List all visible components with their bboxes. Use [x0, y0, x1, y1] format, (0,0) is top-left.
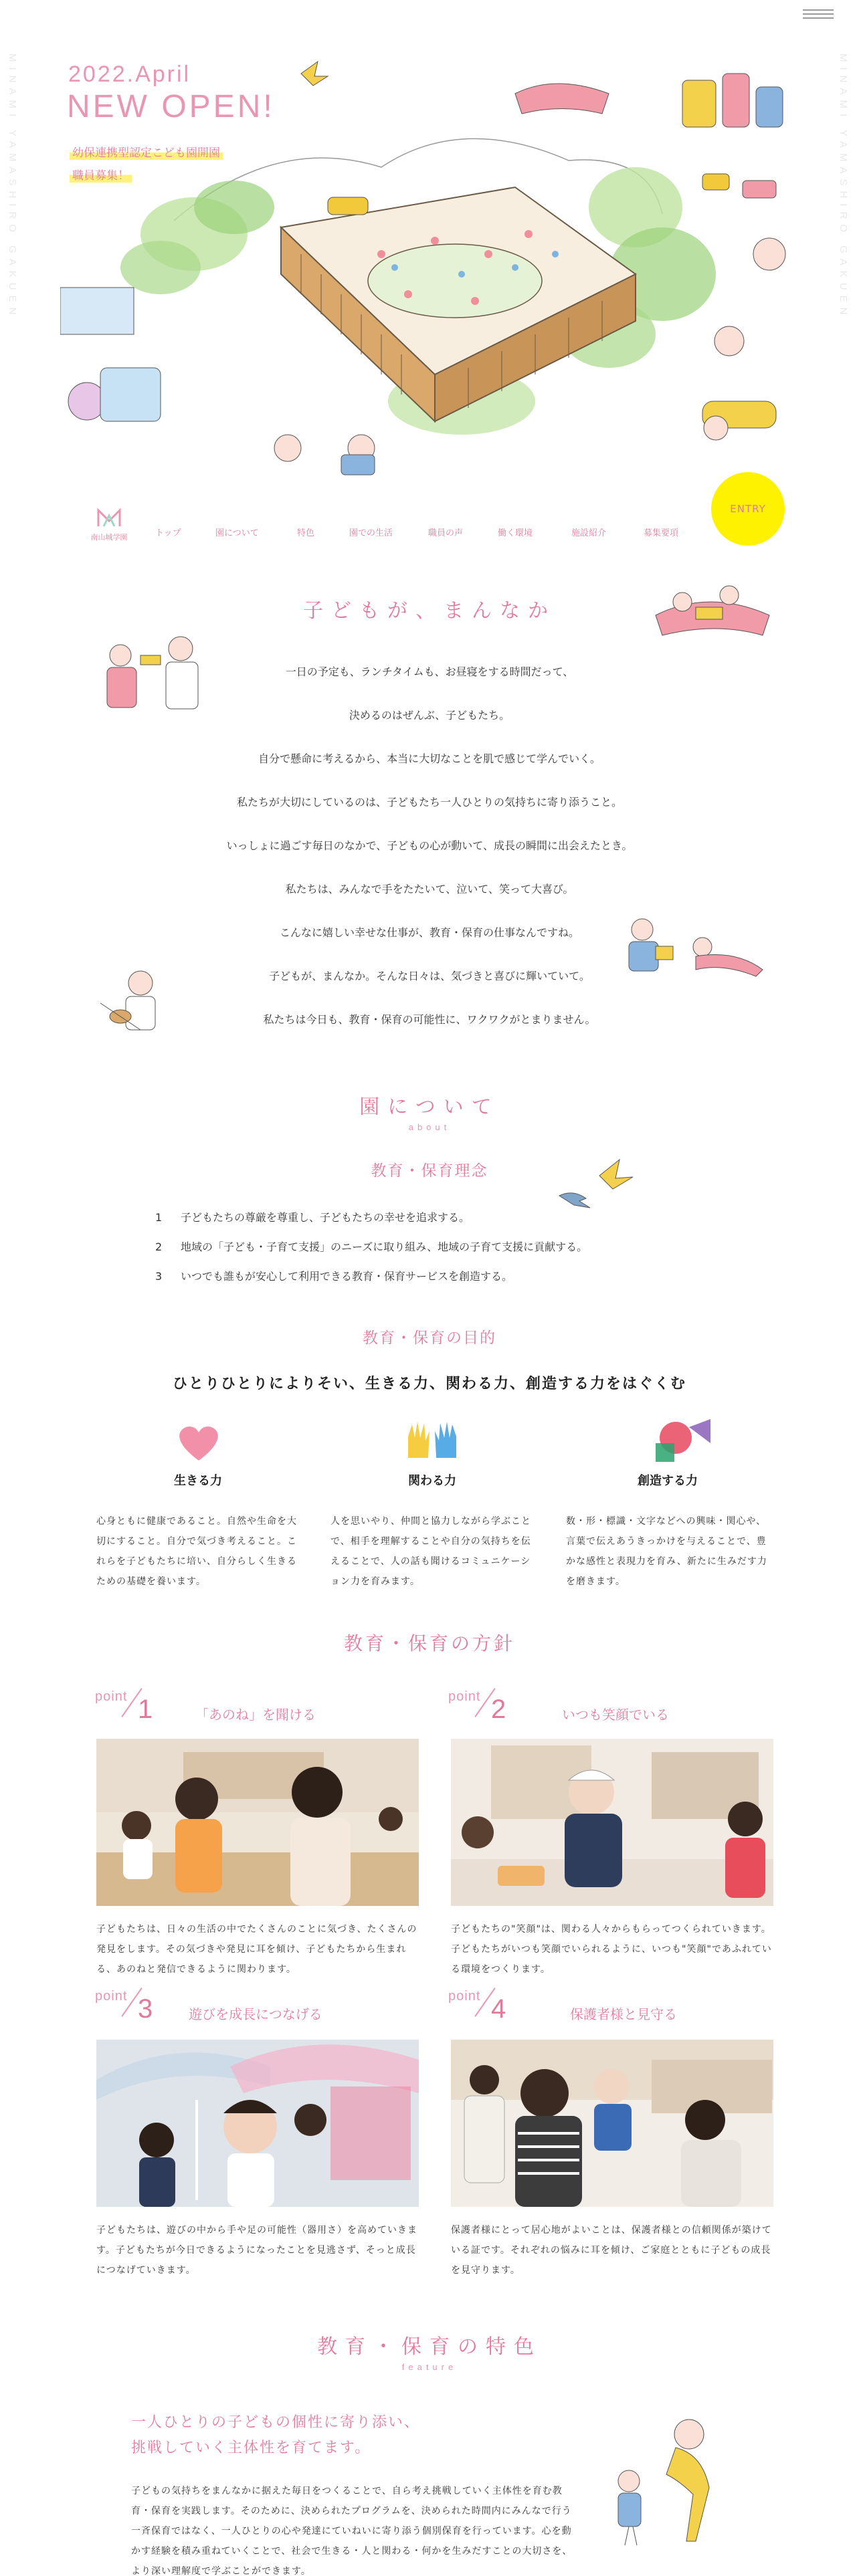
hero-title: NEW OPEN! [67, 89, 275, 124]
philosophy-text: いつでも誰もが安心して利用できる教育・保育サービスを創造する。 [181, 1270, 513, 1283]
point-number: 1 [138, 1695, 153, 1724]
nav-top[interactable]: トップ [155, 528, 181, 538]
purpose-col-title: 関わる力 [408, 1474, 456, 1488]
entry-button[interactable]: ENTRY [711, 472, 785, 546]
point-photo [451, 2040, 773, 2207]
about-heading-en: about [408, 1122, 451, 1132]
about-heading: 園について [359, 1095, 500, 1119]
birds-illustration [553, 1156, 640, 1216]
purpose-col-text: 数・形・標識・文字などへの興味・関心や、言葉で伝えあうきっかけを与えることで、豊かな感性と表現力を育み、新たに生みだす力を磨きます。 [566, 1516, 767, 1587]
menu-bar [803, 17, 834, 19]
philosophy-item [155, 1268, 512, 1283]
point-label: point [448, 1989, 481, 2004]
philosophy-text: 子どもたちの尊厳を尊重し、子どもたちの幸せを追求する。 [181, 1211, 470, 1224]
point-text: 子どもたちの"笑顔"は、関わる人々からもらってつくられていきます。子どもたちがいつも笑顔でいられるように、いつも"笑顔"であふれている環境をつくります。 [451, 1924, 772, 1975]
side-text-right: MINAMI YAMASHIRO GAKUEN [838, 53, 849, 320]
purpose-title: 教育・保育の目的 [363, 1329, 496, 1347]
nav-voice[interactable]: 職員の声 [428, 528, 464, 538]
point-label: point [448, 1689, 481, 1704]
hero-date: 2022.April [68, 62, 191, 87]
purpose-lead: ひとりひとりによりそい、生きる力、関わる力、創造する力をはぐくむ [172, 1376, 686, 1392]
feature-heading: 教育・保育の特色 [317, 2335, 542, 2359]
point-label: point [95, 1989, 128, 2004]
intro-line: 自分で懸命に考えるから、本当に大切なことを肌で感じて学んでいく。 [258, 752, 601, 765]
intro-line: いっしょに過ごす毎日のなかで、子どもの心が動いて、成長の瞬間に出会えたとき。 [226, 839, 633, 852]
nav-life[interactable]: 園での生活 [349, 528, 393, 538]
point-title: 遊びを成長につなげる [189, 2006, 322, 2022]
logo-mark-icon [96, 506, 122, 529]
purpose-col-title: 生きる力 [174, 1474, 222, 1488]
feature-lead: 挑戦していく主体性を育てます。 [131, 2440, 371, 2456]
hands-icon [404, 1418, 460, 1462]
intro-line: 私たちが大切にしているのは、子どもたち一人ひとりの気持ちに寄り添うこと。 [236, 796, 622, 809]
philosophy-number: 3 [155, 1270, 163, 1283]
hero-subtitle: 幼保連携型認定こども園開園 [70, 143, 223, 160]
purpose-col-title: 創造する力 [638, 1474, 698, 1488]
kid-violin-illustration [94, 963, 181, 1043]
intro-line: 子どもが、まんなか。そんな日々は、気づきと喜びに輝いていて。 [269, 970, 590, 982]
point-number: 3 [138, 1994, 153, 2024]
philosophy-item [155, 1239, 587, 1254]
point-text: 保護者様にとって居心地がよいことは、保護者様との信頼関係が築けている証です。それぞれの悩みに耳を傾け、ご家庭とともに子どもの成長を見守ります。 [451, 2225, 772, 2276]
philosophy-item [155, 1209, 470, 1224]
philosophy-number: 2 [155, 1241, 163, 1253]
point-photo [451, 1739, 773, 1906]
heart-icon [175, 1423, 222, 1463]
point-photo [96, 2040, 419, 2207]
point-title: 保護者様と見守る [570, 2006, 677, 2022]
menu-button[interactable] [803, 9, 834, 24]
philosophy-title: 教育・保育理念 [371, 1162, 488, 1180]
point-title: 「あのね」を聞ける [195, 1707, 316, 1723]
menu-bar [803, 9, 834, 11]
philosophy-text: 地域の「子ども・子育て支援」のニーズに取り組み、地域の子育て支援に貢献する。 [181, 1241, 588, 1253]
teacher-child-illustration [602, 2414, 729, 2548]
intro-line: 私たちは、みんなで手をたたいて、泣いて、笑って大喜び。 [285, 883, 574, 895]
side-text-left: MINAMI YAMASHIRO GAKUEN [7, 53, 18, 320]
point-text: 子どもたちは、遊びの中から手や足の可能性（器用さ）を高めていきます。子どもたちが今日できるようになったことを見逃さず、そっと成長につなげていきます。 [96, 2225, 417, 2276]
site-logo[interactable] [86, 506, 132, 542]
point-title: いつも笑顔でいる [562, 1707, 669, 1723]
nav-facility[interactable]: 施設紹介 [571, 528, 607, 538]
point-number: 2 [491, 1695, 506, 1724]
hero-illustration [60, 53, 816, 481]
logo-text: 南山城学園 [90, 533, 128, 542]
shapes-icon [649, 1418, 713, 1465]
point-photo [96, 1739, 419, 1906]
kids-sofa-illustration [642, 575, 776, 642]
intro-heading: 子どもが、まんなか [303, 599, 556, 623]
nav-feature[interactable]: 特色 [297, 528, 315, 538]
hero-recruit: 職員募集！ [70, 166, 132, 183]
philosophy-number: 1 [155, 1211, 163, 1224]
purpose-col-text: 心身ともに健康であること。自然や生命を大切にすること。自分で気づき考えること。これらを子どもたちに培い、自分らしく生きるための基礎を養います。 [96, 1516, 297, 1587]
intro-line: 決めるのはぜんぶ、子どもたち。 [349, 709, 510, 722]
feature-lead: 一人ひとりの子どもの個性に寄り添い、 [131, 2414, 421, 2431]
purpose-col-text: 人を思いやり、仲間と協力しながら学ぶことで、相手を理解することや自分の気持ちを伝えることで、人の話も聞けるコミュニケーション力を育みます。 [330, 1516, 531, 1587]
menu-bar [803, 13, 834, 15]
nav-environment[interactable]: 働く環境 [498, 528, 533, 538]
intro-line: こんなに嬉しい幸せな仕事が、教育・保育の仕事なんですね。 [279, 926, 579, 939]
policy-heading: 教育・保育の方針 [343, 1632, 515, 1654]
point-number: 4 [491, 1994, 506, 2024]
intro-line: 私たちは今日も、教育・保育の可能性に、ワクワクがとまりません。 [263, 1013, 596, 1026]
kids-reading-illustration [615, 909, 776, 983]
point-text: 子どもたちは、日々の生活の中でたくさんのことに気づき、たくさんの発見をします。その気づきや発見に耳を傾け、子どもたちから生まれる、あのねと発信できるように関わります。 [96, 1924, 417, 1975]
intro-line: 一日の予定も、ランチタイムも、お昼寝をする時間だって、 [285, 665, 574, 678]
kids-play-illustration [94, 629, 214, 722]
nav-recruit[interactable]: 募集要項 [644, 528, 679, 538]
feature-text: 子どもの気持ちをまんなかに据えた毎日をつくることで、自ら考え挑戦していく主体性を育む教育・保育を実践します。そのために、決められたプログラムを、決められた時間内にみんなで行う一斉保育ではなく、一人ひとりの心や発達にていねいに寄り添う個別保育を行っています。心を動かす経験を積み重ねていくことで、社会で生きる・人と関わる・何かを生みだすことの大切さを、より深い理解度で学ぶことができます。 [131, 2486, 573, 2576]
nav-about[interactable]: 園について [215, 528, 259, 538]
point-label: point [95, 1689, 128, 1704]
feature-heading-en: feature [401, 2362, 458, 2372]
